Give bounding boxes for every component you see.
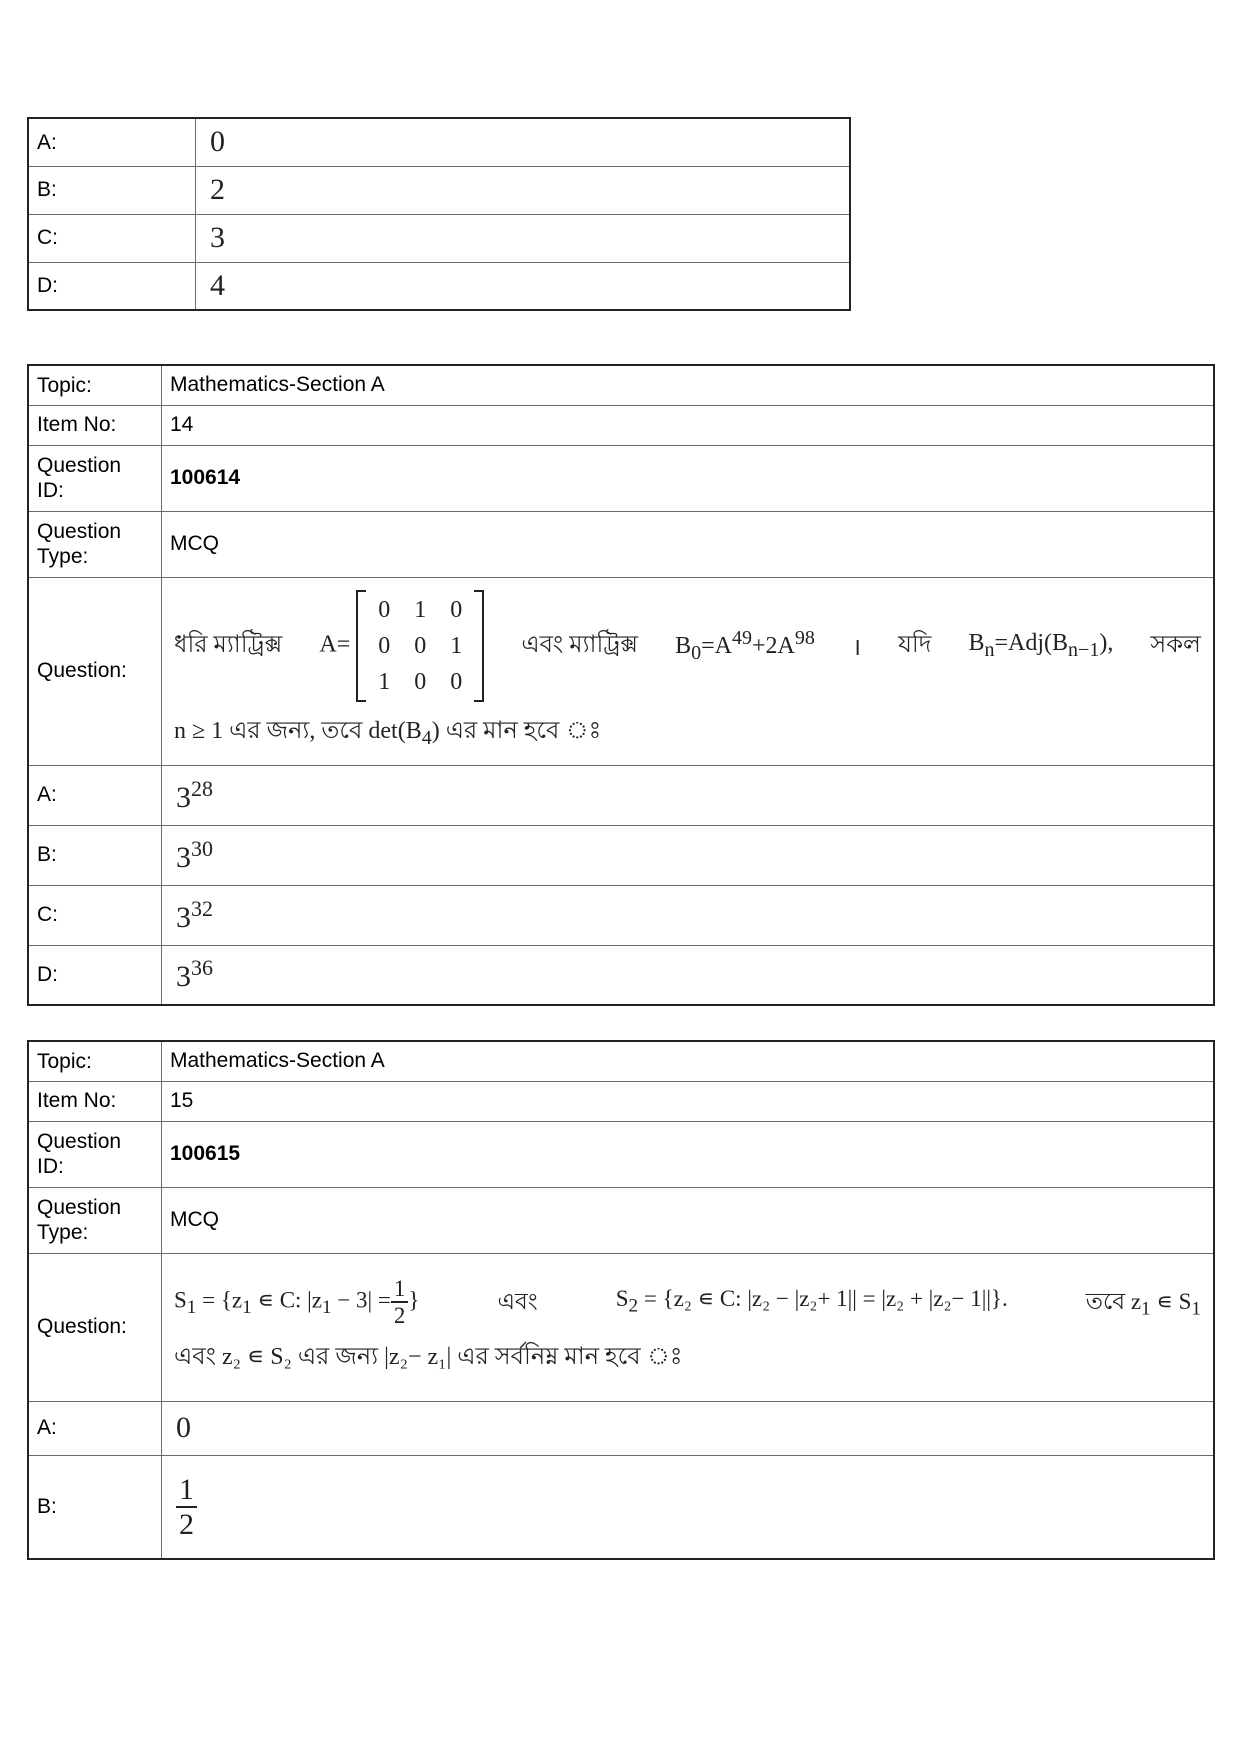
item-no-value: 15 bbox=[162, 1081, 1215, 1121]
question-table-15 bbox=[27, 1040, 1215, 1560]
matrix-a: A= 0 1 0 0 0 1 1 0 0 bbox=[319, 590, 484, 702]
option-label: C: bbox=[28, 214, 196, 262]
option-label: B: bbox=[28, 166, 196, 214]
question-id-value: 100614 bbox=[162, 445, 1215, 511]
option-b-value[interactable]: $3^{30}$ bbox=[162, 825, 1215, 885]
question-line-2: এবং z₂ ∊ S₂ এর জন্য |z₂− z₁| এর সর্বনিম্ন মান হবে ঃ bbox=[174, 1344, 683, 1371]
question-id-label: Question ID: bbox=[28, 445, 162, 511]
option-value[interactable]: 2 bbox=[196, 166, 851, 214]
b0-definition: $B_0=A^{49}+2A^{98}$ bbox=[675, 627, 815, 664]
topic-label: Topic: bbox=[28, 1041, 162, 1081]
question-text-part: তবে $z_1$ ∊ $S_1$ bbox=[1085, 1288, 1201, 1320]
option-label: A: bbox=[28, 118, 196, 166]
option-label: B: bbox=[28, 825, 162, 885]
option-label: D: bbox=[28, 945, 162, 1005]
option-label: D: bbox=[28, 262, 196, 310]
item-no-value: 14 bbox=[162, 405, 1215, 445]
option-b-value[interactable]: $\frac{1}{2}$ bbox=[162, 1455, 1215, 1559]
set-s1-definition: $S_1 = \{z_1$ ∊ C: $|z_1 - 3|$ = $\frac{1}{2}$ } bbox=[174, 1275, 420, 1328]
option-label: A: bbox=[28, 1401, 162, 1455]
option-value[interactable]: 0 bbox=[196, 118, 851, 166]
option-c-value[interactable]: $3^{32}$ bbox=[162, 885, 1215, 945]
topic-value: Mathematics-Section A bbox=[162, 1041, 1215, 1081]
option-label: C: bbox=[28, 885, 162, 945]
option-label: A: bbox=[28, 765, 162, 825]
question-type-label: Question Type: bbox=[28, 1187, 162, 1253]
topic-value: Mathematics-Section A bbox=[162, 365, 1215, 405]
item-no-label: Item No: bbox=[28, 405, 162, 445]
option-d-value[interactable]: $3^{36}$ bbox=[162, 945, 1215, 1005]
question-type-label: Question Type: bbox=[28, 511, 162, 577]
question-body bbox=[162, 1253, 1215, 1401]
separator: । bbox=[851, 634, 862, 661]
question-table-14 bbox=[27, 364, 1215, 1006]
options-table-prev bbox=[27, 117, 851, 311]
option-value[interactable]: 3 bbox=[196, 214, 851, 262]
item-no-label: Item No: bbox=[28, 1081, 162, 1121]
question-label: Question: bbox=[28, 577, 162, 765]
question-body bbox=[162, 577, 1215, 765]
option-a-value[interactable]: 0 bbox=[162, 1401, 1215, 1455]
topic-label: Topic: bbox=[28, 365, 162, 405]
question-label: Question: bbox=[28, 1253, 162, 1401]
question-text-part: সকল bbox=[1150, 632, 1201, 658]
question-text-part: যদি bbox=[898, 632, 932, 658]
question-type-value: MCQ bbox=[162, 1187, 1215, 1253]
option-value[interactable]: 4 bbox=[196, 262, 851, 310]
question-text-part: এবং bbox=[497, 1288, 538, 1314]
question-line-2: n ≥ 1 এর জন্য, তবে $\det(B_4)$ এর মান হবে ঃ bbox=[174, 718, 602, 749]
question-id-label: Question ID: bbox=[28, 1121, 162, 1187]
question-id-value: 100615 bbox=[162, 1121, 1215, 1187]
option-a-value[interactable]: $3^{28}$ bbox=[162, 765, 1215, 825]
question-text-part: ধরি ম্যাট্রিক্স bbox=[174, 632, 283, 658]
question-type-value: MCQ bbox=[162, 511, 1215, 577]
option-label: B: bbox=[28, 1455, 162, 1559]
set-s2-definition: $S_2 = \{z_2$ ∊ C: |z₂ − |z₂+ 1|| = |z₂ + |z₂− 1||}. bbox=[615, 1286, 1008, 1317]
question-text-part: এবং ম্যাট্রিক্স bbox=[521, 632, 639, 658]
bn-definition: $B_n=Adj(B_{n-1})$, bbox=[968, 630, 1114, 661]
